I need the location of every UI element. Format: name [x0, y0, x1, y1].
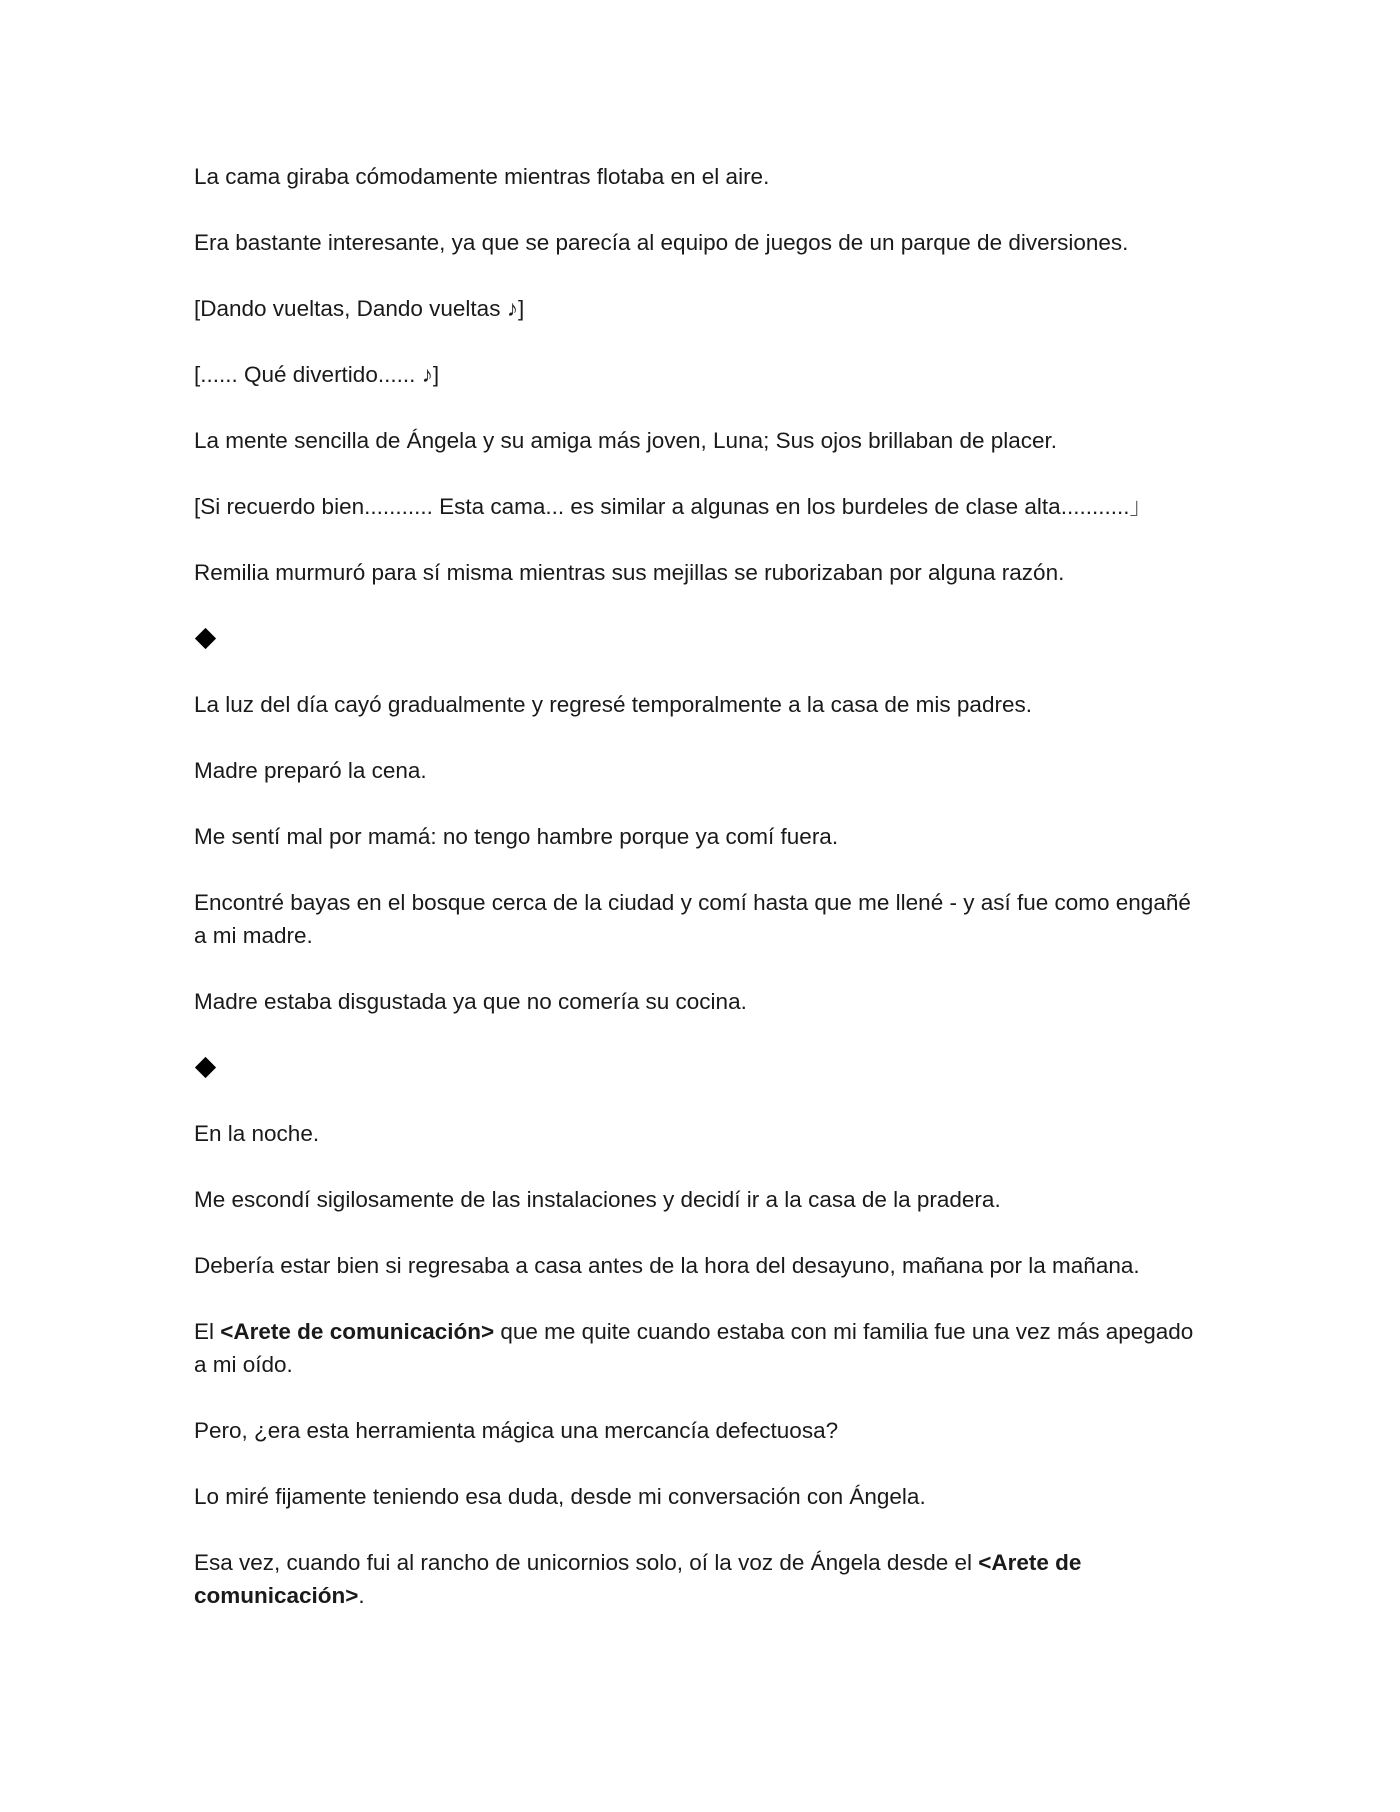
- paragraph: Me escondí sigilosamente de las instalaciones y decidí ir a la casa de la pradera.: [194, 1187, 1001, 1212]
- paragraph: [...... Qué divertido...... ♪]: [194, 362, 440, 387]
- paragraph-text: que me quite cuando estaba con mi familia fue una vez más apegado a mi oído.: [194, 1319, 1194, 1377]
- paragraph: Encontré bayas en el bosque cerca de la ciudad y comí hasta que me llené - y así fue como engañé a mi madre.: [194, 890, 1191, 948]
- paragraph: [Dando vueltas, Dando vueltas ♪]: [194, 296, 525, 321]
- paragraph: Era bastante interesante, ya que se parecía al equipo de juegos de un parque de diversiones.: [194, 230, 1129, 255]
- paragraph: Lo miré fijamente teniendo esa duda, desde mi conversación con Ángela.: [194, 1484, 926, 1509]
- paragraph-text: .: [358, 1583, 365, 1608]
- paragraph: La luz del día cayó gradualmente y regresé temporalmente a la casa de mis padres.: [194, 692, 1032, 717]
- paragraph: La mente sencilla de Ángela y su amiga más joven, Luna; Sus ojos brillaban de placer.: [194, 428, 1058, 453]
- paragraph: Madre estaba disgustada ya que no comería su cocina.: [194, 989, 747, 1014]
- paragraph: Pero, ¿era esta herramienta mágica una mercancía defectuosa?: [194, 1418, 839, 1443]
- paragraph: Remilia murmuró para sí misma mientras sus mejillas se ruborizaban por alguna razón.: [194, 560, 1065, 585]
- paragraph-text: Esa vez, cuando fui al rancho de unicornios solo, oí la voz de Ángela desde el: [194, 1550, 979, 1575]
- paragraph: Me sentí mal por mamá: no tengo hambre porque ya comí fuera.: [194, 824, 839, 849]
- item-name-bold: <Arete de comunicación>: [194, 1550, 1082, 1608]
- paragraph: Madre preparó la cena.: [194, 758, 427, 783]
- section-separator: [194, 622, 1204, 655]
- paragraph: [194, 1315, 1204, 1381]
- paragraph-text: El: [194, 1319, 221, 1344]
- paragraph: En la noche.: [194, 1121, 320, 1146]
- paragraph: La cama giraba cómodamente mientras flotaba en el aire.: [194, 164, 770, 189]
- document-body: [194, 160, 1204, 1645]
- item-name-bold: <Arete de comunicación>: [220, 1319, 495, 1344]
- paragraph: [Si recuerdo bien........... Esta cama... es similar a algunas en los burdeles de clase alta...........」: [194, 494, 1152, 519]
- paragraph: Debería estar bien si regresaba a casa antes de la hora del desayuno, mañana por la mañana.: [194, 1253, 1140, 1278]
- section-separator: [194, 1051, 1204, 1084]
- black-diamond-icon: [195, 1057, 216, 1078]
- black-diamond-icon: [195, 628, 216, 649]
- paragraph: [194, 1546, 1204, 1612]
